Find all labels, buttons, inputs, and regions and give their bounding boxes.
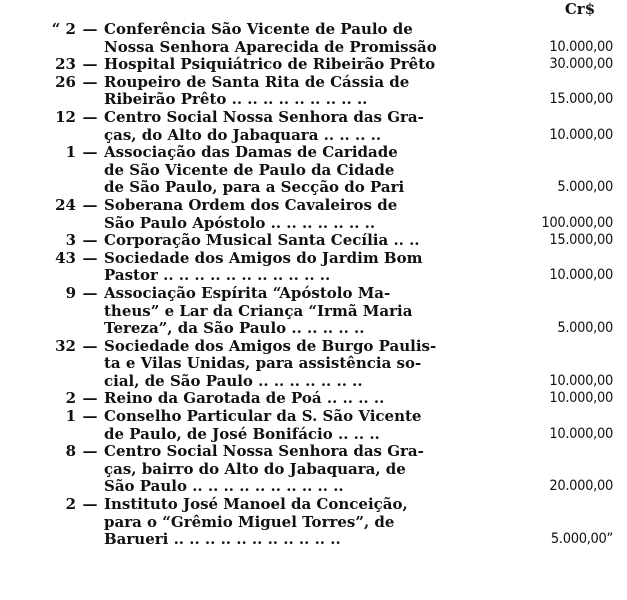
entry-description-line: Centro Social Nossa Senhora das Gra- (104, 108, 424, 126)
entry-description-line: Barueri .. .. .. .. .. .. .. .. .. .. .. (104, 531, 341, 549)
entry-amount: 10.000,00 (549, 372, 613, 389)
entry-dash: — (82, 283, 98, 302)
entry-number: 24 (55, 195, 76, 214)
entry-amount: 5.000,00 (557, 179, 613, 196)
entry-amount: 15.000,00 (549, 91, 613, 108)
entry-description-line: Tereza”, da São Paulo .. .. .. .. .. (104, 320, 365, 338)
entry-amount: 5.000,00 (557, 320, 613, 337)
entry-dash: — (82, 336, 98, 355)
entry-description-line: Soberana Ordem dos Cavaleiros de (104, 196, 398, 214)
entry-description-line: cial, de São Paulo .. .. .. .. .. .. .. (104, 372, 363, 390)
entry-description (104, 74, 506, 109)
entry-amount: 10.000,00 (549, 425, 613, 442)
entry-description-line: Sociedade dos Amigos do Jardim Bom (104, 249, 423, 267)
entry-description-line: Instituto José Manoel da Conceição, (104, 496, 408, 514)
entry-description-line: Centro Social Nossa Senhora das Gra- (104, 443, 424, 461)
list-item (0, 390, 627, 408)
entry-description-line: Reino da Garotada de Poá .. .. .. .. (104, 390, 385, 408)
entry-dash: — (82, 143, 98, 162)
list-item (0, 408, 627, 443)
entry-dash: — (82, 495, 98, 514)
entry-dash: — (82, 107, 98, 126)
entry-description-line: de São Paulo, para a Secção do Pari (104, 179, 405, 197)
entry-description (104, 232, 506, 250)
entry-dash: — (82, 248, 98, 267)
entry-dash: — (82, 231, 98, 250)
entry-description-line: Roupeiro de Santa Rita de Cássia de (104, 73, 410, 91)
entry-number: 3 (65, 231, 76, 250)
entry-amount: 15.000,00 (549, 232, 613, 249)
list-item (0, 74, 627, 109)
entry-dash: — (82, 442, 98, 461)
entry-number: 43 (55, 248, 76, 267)
list-item (0, 144, 627, 197)
entry-amount: 10.000,00 (549, 38, 613, 55)
entry-description (104, 443, 506, 496)
entry-description (104, 338, 506, 391)
list-item (0, 21, 627, 56)
entry-amount: 10.000,00 (549, 390, 613, 407)
entry-amount: 100.000,00 (541, 214, 613, 231)
entry-dash: — (82, 72, 98, 91)
entry-description-line: Corporação Musical Santa Cecília .. .. (104, 232, 420, 250)
entry-description (104, 285, 506, 338)
entries-list (0, 21, 627, 549)
entry-description (104, 144, 506, 197)
entry-description-line: Associação Espírita “Apóstolo Ma- (104, 284, 391, 302)
entry-description-line: theus” e Lar da Criança “Irmã Maria (104, 302, 413, 320)
entry-description-line: Ribeirão Prêto .. .. .. .. .. .. .. .. .. (104, 91, 368, 109)
entry-description-line: Associação das Damas de Caridade (104, 144, 398, 162)
entry-description-line: de São Vicente de Paulo da Cidade (104, 161, 395, 179)
entry-number: 32 (55, 336, 76, 355)
entry-amount: 20.000,00 (549, 478, 613, 495)
entry-description-line: de Paulo, de José Bonifácio .. .. .. (104, 425, 380, 443)
entry-number: 1 (65, 143, 76, 162)
entry-description-line: São Paulo .. .. .. .. .. .. .. .. .. .. (104, 478, 344, 496)
entry-description-line: ças, bairro do Alto do Jabaquara, de (104, 460, 406, 478)
list-item (0, 496, 627, 549)
entry-number: 23 (55, 55, 76, 74)
entry-dash: — (82, 20, 98, 38)
entry-description-line: ta e Vilas Unidas, para assistência so- (104, 355, 422, 373)
entry-number: 2 (65, 389, 76, 408)
entry-dash: — (82, 389, 98, 408)
entry-description-line: ças, do Alto do Jabaquara .. .. .. .. (104, 126, 382, 144)
list-item (0, 338, 627, 391)
entry-description (104, 496, 506, 549)
entry-number: 9 (65, 283, 76, 302)
entry-description-line: para o “Grêmio Miguel Torres”, de (104, 513, 395, 531)
entry-description-line: Conferência São Vicente de Paulo de (104, 21, 413, 38)
entry-amount: 10.000,00 (549, 267, 613, 284)
entry-dash: — (82, 195, 98, 214)
entry-description-line: Sociedade dos Amigos de Burgo Paulis- (104, 337, 437, 355)
entry-description-line: Conselho Particular da S. São Vicente (104, 408, 422, 426)
entry-number: 12 (55, 107, 76, 126)
entry-description (104, 408, 506, 443)
entry-description-line: São Paulo Apóstolo .. .. .. .. .. .. .. (104, 214, 376, 232)
list-item (0, 250, 627, 285)
entry-description (104, 390, 506, 408)
list-item (0, 197, 627, 232)
entry-amount: 30.000,00 (549, 56, 613, 73)
entry-description-line: Nossa Senhora Aparecida de Promissão (104, 38, 437, 56)
list-item (0, 56, 627, 74)
entry-description (104, 109, 506, 144)
entry-description (104, 197, 506, 232)
entry-description-line: Hospital Psiquiátrico de Ribeirão Prêto (104, 56, 436, 74)
entry-dash: — (82, 407, 98, 426)
currency-header: Cr$ (564, 0, 596, 18)
entry-number: 26 (55, 72, 76, 91)
list-item (0, 109, 627, 144)
entry-description (104, 56, 506, 74)
list-item (0, 443, 627, 496)
entry-number: “ 2 (51, 20, 76, 38)
entry-description (104, 21, 506, 56)
entry-number: 2 (65, 495, 76, 514)
entry-number: 1 (65, 407, 76, 426)
entry-number: 8 (65, 442, 76, 461)
entry-dash: — (82, 55, 98, 74)
entry-amount: 10.000,00 (549, 126, 613, 143)
entry-description-line: Pastor .. .. .. .. .. .. .. .. .. .. .. (104, 267, 331, 285)
list-item (0, 285, 627, 338)
entry-description (104, 250, 506, 285)
list-item (0, 232, 627, 250)
entry-amount: 5.000,00” (550, 531, 613, 548)
